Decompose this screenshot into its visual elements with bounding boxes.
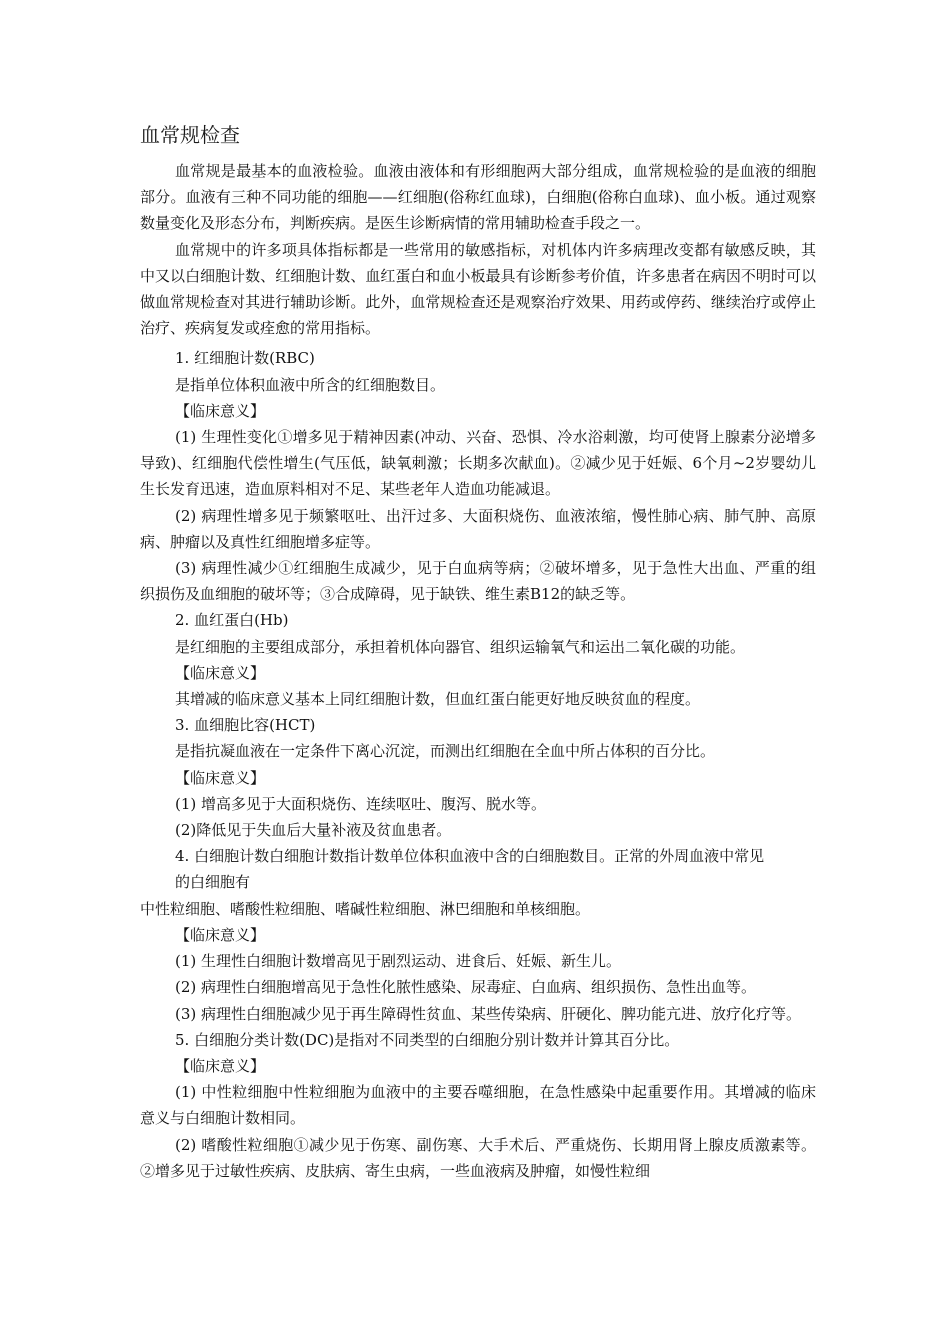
clinical-label: 【临床意义】 [175, 925, 266, 944]
clinical-item: (1) 生理性白细胞计数增高见于剧烈运动、进食后、妊娠、新生儿。 [175, 952, 622, 971]
intro-paragraph: 血常规是最基本的血液检验。血液由液体和有形细胞两大部分组成，血常规检验的是血液的细胞部分。血液有三种不同功能的细胞——红细胞(俗称红血球)，白细胞(俗称白血球)、血小板。通过观察数量变化及形态分布，判断疾病。是医生诊断病情的常用辅助检查手段之一。 [140, 162, 816, 233]
clinical-item: (1) 中性粒细胞中性粒细胞为血液中的主要吞噬细胞，在急性感染中起重要作用。其增减的临床意义与白细胞计数相同。 [140, 1083, 816, 1128]
section-heading-dc: 5. 白细胞分类计数(DC)是指对不同类型的白细胞分别计数并计算其百分比。 [175, 1030, 680, 1049]
section-continuation: 中性粒细胞、嗜酸性粒细胞、嗜碱性粒细胞、淋巴细胞和单核细胞。 [140, 899, 591, 918]
clinical-item: (1) 生理性变化①增多见于精神因素(冲动、兴奋、恐惧、冷水浴刺激，均可使肾上腺素分泌增多导致)、红细胞代偿性增生(气压低，缺氧刺激；长期多次献血)。②减少见于妊娠、6个月~2岁婴幼儿生长发育迅速，造血原料相对不足、某些老年人造血功能减退。 [140, 428, 816, 499]
clinical-item: (3) 病理性白细胞减少见于再生障碍性贫血、某些传染病、肝硬化、脾功能亢进、放疗化疗等。 [175, 1004, 802, 1023]
clinical-item: (1) 增高多见于大面积烧伤、连续呕吐、腹泻、脱水等。 [175, 794, 547, 813]
document-title: 血常规检查 [140, 123, 240, 147]
document-body [140, 158, 816, 1184]
section-heading-hct: 3. 血细胞比容(HCT) [175, 716, 316, 735]
intro-paragraph: 血常规中的许多项具体指标都是一些常用的敏感指标，对机体内许多病理改变都有敏感反映，其中又以白细胞计数、红细胞计数、血红蛋白和血小板最具有诊断参考价值，许多患者在病因不明时可以做血常规检查对其进行辅助诊断。此外，血常规检查还是观察治疗效果、用药或停药、继续治疗或停止治疗、疾病复发或痊愈的常用指标。 [140, 240, 816, 338]
section-definition: 是红细胞的主要组成部分，承担着机体向器官、组织运输氧气和运出二氧化碳的功能。 [175, 637, 746, 656]
clinical-item: (2) 病理性白细胞增高见于急性化脓性感染、尿毒症、白血病、组织损伤、急性出血等。 [175, 978, 757, 997]
section-definition: 是指抗凝血液在一定条件下离心沉淀，而测出红细胞在全血中所占体积的百分比。 [175, 742, 716, 761]
section-definition: 是指单位体积血液中所含的红细胞数目。 [175, 375, 446, 394]
clinical-item: (2)降低见于失血后大量补液及贫血患者。 [175, 821, 452, 840]
clinical-label: 【临床意义】 [175, 401, 266, 420]
clinical-label: 【临床意义】 [175, 768, 266, 787]
clinical-item: (3) 病理性减少①红细胞生成减少，见于白血病等病；②破坏增多，见于急性大出血、严重的组织损伤及血细胞的破坏等；③合成障碍，见于缺铁、维生素B12的缺乏等。 [140, 559, 816, 604]
section-heading-wbc: 4. 白细胞计数白细胞计数指计数单位体积血液中含的白细胞数目。正常的外周血液中常见的白细胞有 [175, 847, 765, 892]
clinical-label: 【临床意义】 [175, 663, 266, 682]
clinical-text: 其增减的临床意义基本上同红细胞计数，但血红蛋白能更好地反映贫血的程度。 [175, 690, 701, 709]
clinical-item: (2) 病理性增多见于频繁呕吐、出汗过多、大面积烧伤、血液浓缩，慢性肺心病、肺气肿、高原病、肿瘤以及真性红细胞增多症等。 [140, 506, 816, 551]
clinical-label: 【临床意义】 [175, 1056, 266, 1075]
section-heading-rbc: 1. 红细胞计数(RBC) [175, 349, 315, 368]
clinical-item: (2) 嗜酸性粒细胞①减少见于伤寒、副伤寒、大手术后、严重烧伤、长期用肾上腺皮质激素等。②增多见于过敏性疾病、皮肤病、寄生虫病，一些血液病及肿瘤，如慢性粒细 [140, 1135, 816, 1180]
section-heading-hb: 2. 血红蛋白(Hb) [175, 611, 289, 630]
